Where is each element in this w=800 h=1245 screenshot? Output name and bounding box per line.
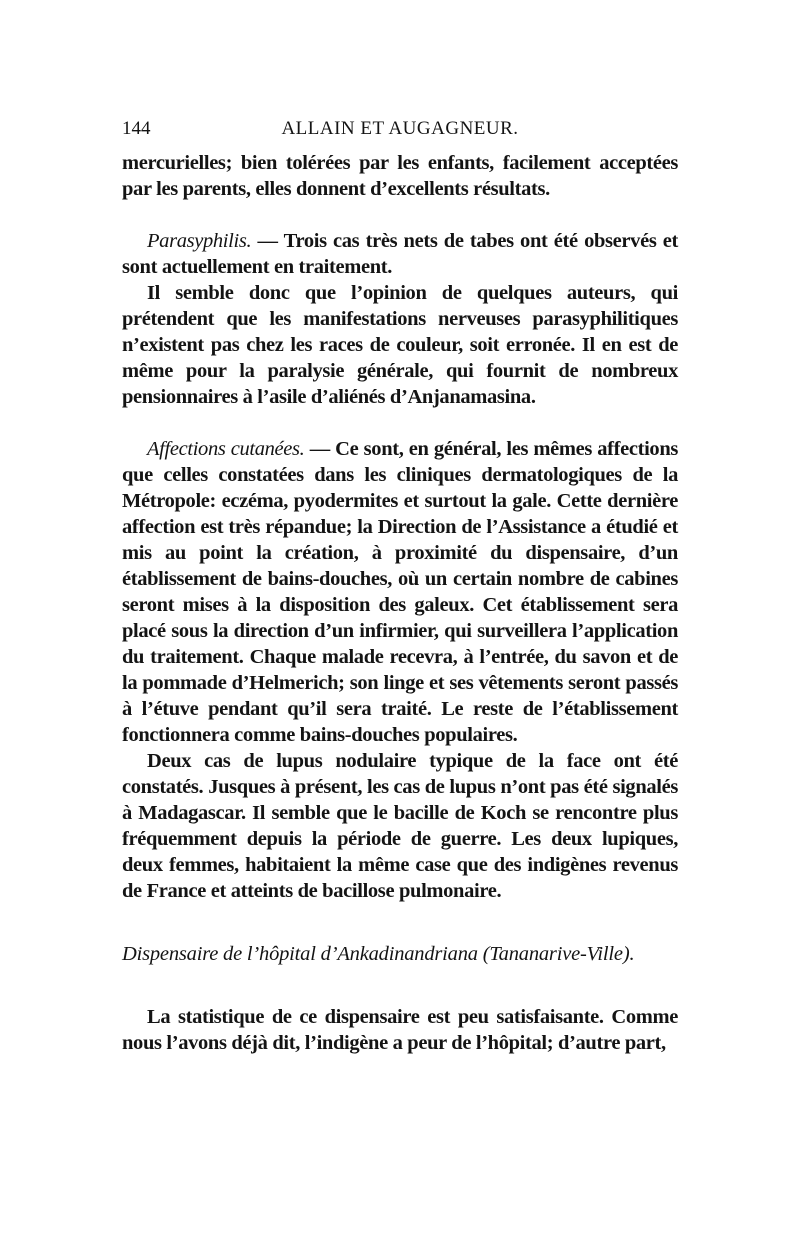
page-number: 144 bbox=[122, 118, 151, 139]
page-body bbox=[122, 150, 678, 1056]
paragraph-parasyphilis bbox=[122, 228, 678, 280]
paragraph-affections-cutanees bbox=[122, 436, 678, 748]
paragraph-statistique: La statistique de ce dispensaire est peu satisfaisante. Comme nous l’avons déjà dit, l’indigène a peur de l’hôpital; d’autre part, bbox=[122, 1006, 678, 1054]
paragraph-lupus: Deux cas de lupus nodulaire typique de la face ont été constatés. Jusques à présent, les cas de lupus n’ont pas été signalés à Madagascar. Il semble que le bacille de Koch se rencontre plus fréquemment depuis la période de guerre. Les deux lupiques, deux femmes, habitaient la même case que des indigènes revenus de France et atteints de bacillose pulmonaire. bbox=[122, 750, 678, 902]
paragraph-text: — Trois cas très nets de tabes ont été observés et sont actuellement en traitement. bbox=[122, 230, 678, 278]
section-heading-dispensaire: Dispensaire de l’hôpital d’Ankadinandriana (Tananarive-Ville). bbox=[122, 943, 635, 965]
paragraph-text: — Ce sont, en général, les mêmes affections que celles constatées dans les cliniques dermatologiques de la Métropole: eczéma, pyodermites et surtout la gale. Cette dernière affection est très répandue; la Direction de l’Assistance a étudié et mis au point la création, à proximité du dispensaire, d’un établissement de bains-douches, où un certain nombre de cabines seront mises à la disposition des galeux. Cet établissement sera placé sous la direction d’un infirmier, qui surveillera l’application du traitement. Chaque malade recevra, à l’entrée, du savon et de la pommade d’Helmerich; son linge et ses vêtements seront passés à l’étuve pendant qu’il sera traité. Le reste de l’établissement fonctionnera comme bains-douches populaires. bbox=[122, 438, 678, 746]
section-lead-affections: Affections cutanées. bbox=[147, 438, 305, 460]
section-lead-parasyphilis: Parasyphilis. bbox=[147, 230, 252, 252]
running-title: ALLAIN ET AUGAGNEUR. bbox=[281, 118, 519, 139]
paragraph-opinion: Il semble donc que l’opinion de quelques auteurs, qui prétendent que les manifestations nerveuses parasyphilitiques n’existent pas chez les races de couleur, soit erronée. Il en est de même pour la paralysie générale, qui fournit de nombreux pensionnaires à l’asile d’aliénés d’Anjanamasina. bbox=[122, 282, 678, 408]
paragraph-continuation: mercurielles; bien tolérées par les enfants, facilement acceptées par les parents, elles donnent d’excellents résultats. bbox=[122, 152, 678, 200]
